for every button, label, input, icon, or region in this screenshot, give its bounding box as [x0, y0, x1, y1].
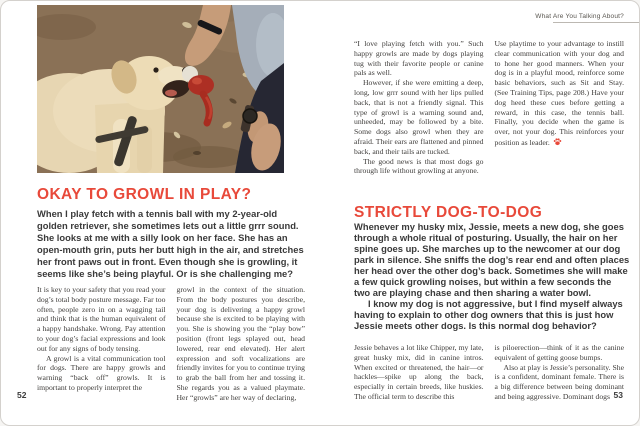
left-article-heading: OKAY TO GROWL IN PLAY?	[37, 186, 252, 203]
paragraph: growl in the context of the situation. From the body postures you describe, your dog is delivering a happy growl because she is excited to be playing with you. She is showing you the “play bow” position (front legs splayed out, head lowered, rear end elevated). Her alert expression and soft vocalizations are friendly invites for you to continue trying to grab the ball from her and tossing it. She regards you as a valued playmate. Her “growls” are her way of declaring,	[176, 285, 305, 402]
left-article-columns	[37, 285, 305, 403]
text-column-2	[495, 343, 625, 402]
paragraph: A growl is a vital communication tool for dogs. There are happy growls and warning “back off” growls. It is important to properly interpret the	[37, 353, 166, 392]
right-article-columns	[354, 343, 624, 402]
paragraph: Whenever my husky mix, Jessie, meets a new dog, she goes through a whole ritual of posturing. Usually, the hair on her spine goes up. She marches up to the newcomer at our dog park in silence. She sniffs the dog’s rear end and often places her head over the other dog’s back. Sometimes she will make a few quick growling noises, but within a few seconds the two are playing chase and then sharing a water bowl.	[354, 221, 630, 298]
paragraph: It is key to your safety that you read your dog’s total body posture message. Far too often, people zero in on a wagging tail and think that is the human equivalent of a happy handshake. Wrong. Pay attention to your dog’s facial expressions and look out for any signs of body tensing.	[37, 285, 166, 353]
paragraph: I know my dog is not aggressive, but I find myself always having to explain to other dog owners that this is just how Jessie meets other dogs. Is this normal dog behavior?	[354, 298, 623, 331]
header-rule	[553, 22, 639, 23]
running-header: What Are You Talking About?	[535, 13, 624, 20]
paragraph: Also at play is Jessie’s personality. She is a confident, dominant female. There is a big difference between being dominant and being aggressive. Dominant dogs	[494, 362, 624, 401]
page-number-right: 53	[613, 390, 623, 400]
paragraph: “I love playing fetch with you.” Such happy growls are made by dogs playing tug with their favorite people or canine pals as well.	[354, 39, 484, 78]
paragraph: The good news is that most dogs go through life without growling at anyone.	[354, 156, 484, 176]
paragraph: Use playtime to your advantage to instill clear communication with your dog and to hone her good manners. When your dog is in a playful mood, reinforce some basic behaviors, such as Sit and Stay. (See Training Tips, page 208.) Have your dog heed these cues before getting a reward, in this case, the tennis ball. Finally, you decide when the game is over, not your dog. This reinforces your position as leader.	[494, 39, 624, 147]
paragraph: However, if she were emitting a deep, long, low grrr sound with her lips pulled back, that is not a friendly signal. This type of growl is a warning sound and, unheeded, may be followed by a bite. Some dogs also growl when they are afraid. Their ears are flattened and pinned back, and their tails are tucked.	[354, 78, 484, 156]
continued-text-columns	[354, 39, 624, 176]
right-article-heading: STRICTLY DOG-TO-DOG	[354, 204, 543, 221]
paw-print-icon	[553, 137, 562, 146]
page-number-left: 52	[17, 390, 27, 400]
text-column-1	[354, 343, 484, 402]
paragraph: is piloerection—think of it as the canine equivalent of getting goose bumps.	[494, 343, 624, 362]
left-article-intro: When I play fetch with a tennis ball with my 2-year-old golden retriever, she sometimes lets out a little grrr sound. She looks at me with a silly look on her face. She has an open-mouth grin, puts her butt high in the air, and stretches her front paws out in front. Even though she is growling, it seems like she’s being playful. Or is she challenging me?	[37, 208, 304, 279]
text-column-1	[37, 285, 166, 403]
photo-illustration	[37, 5, 284, 173]
dog-tug-photo	[37, 5, 284, 173]
text-column-1	[354, 39, 484, 176]
text-column-2	[495, 39, 625, 176]
text-column-2	[177, 285, 306, 403]
paragraph: Jessie behaves a lot like Chipper, my late, great husky mix, did in canine intros. When excited or threatened, the hair—or hackles—spike up along the back, especially in certain breeds, like huskies. The official term to describe this	[354, 343, 484, 401]
right-article-intro	[354, 221, 630, 331]
